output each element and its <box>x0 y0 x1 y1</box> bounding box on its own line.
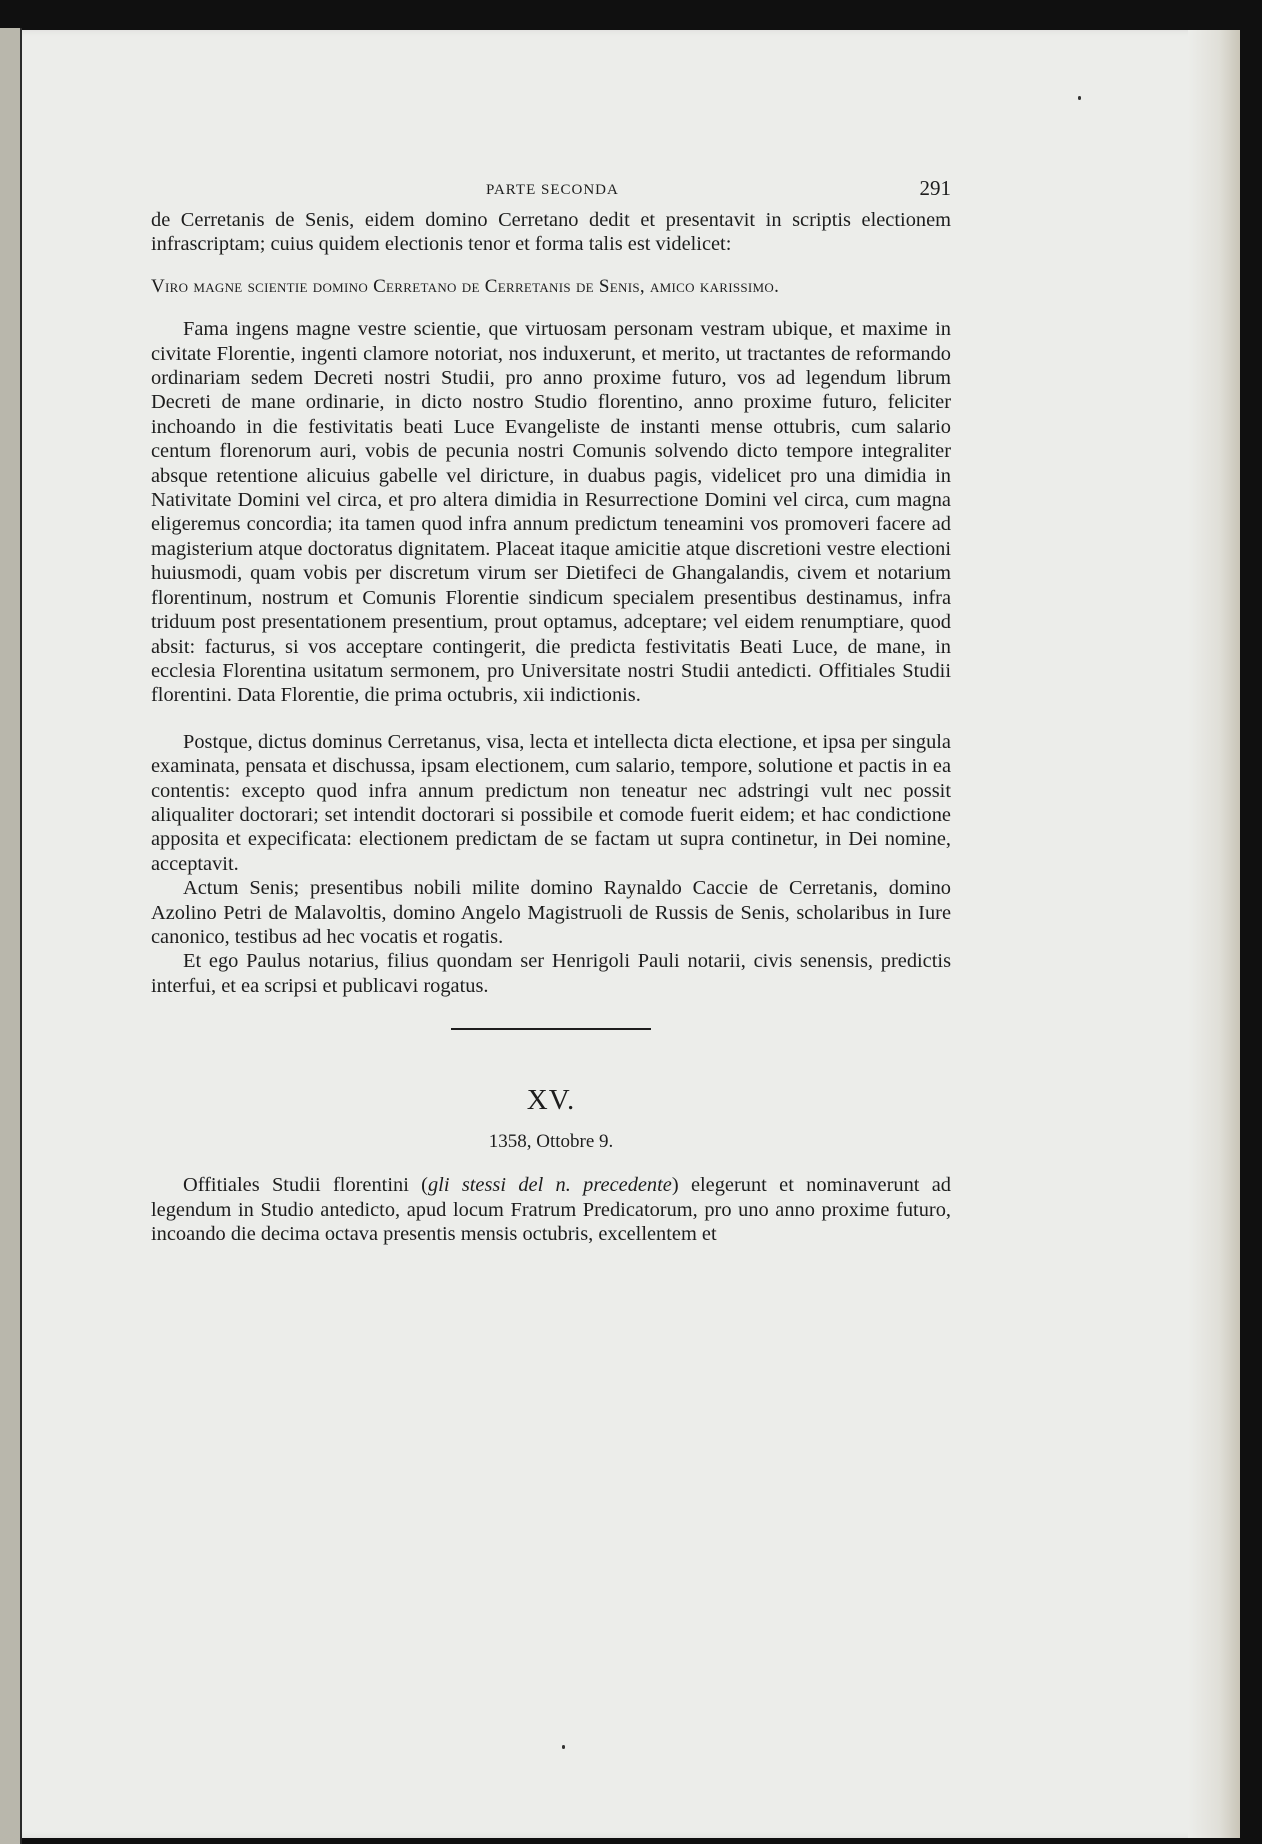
paper-speck <box>1078 96 1081 100</box>
editorial-note: gli stessi del n. precedente <box>427 1174 672 1197</box>
paragraph-gap <box>151 708 951 730</box>
paragraph-new-document <box>151 1173 951 1246</box>
paragraph-opening: de Cerretanis de Senis, eidem domino Cerretano dedit et presentavit in scriptis electionem infrascriptam; cuius quidem electionis tenor et forma talis est videlicet: <box>151 209 951 256</box>
book-page <box>22 30 1240 1838</box>
running-head <box>151 176 951 208</box>
paper-speck <box>562 1745 565 1749</box>
section-date: 1358, Ottobre 9. <box>488 1131 614 1153</box>
page-edge-shadow <box>1188 30 1240 1838</box>
section-divider-rule <box>451 1028 651 1030</box>
paragraph-election-letter: Fama ingens magne vestre scientie, que virtuosam personam vestram ubique, et maxime in civitate Florentie, ingenti clamore notoriat, nos induxerunt, et merito, ut tractantes de reformando ordinariam sedem Decreti nostri Studii, pro anno proxime futuro, vos ad legendum librum Decreti de mane ordinarie, in dicto nostro Studio florentino, anno proxime futuro, feliciter inchoando in die festivitatis beati Luce Evangeliste de instanti mense ottubris, cum salario centum florenorum auri, vobis de pecunia nostri Comunis solvendo dicto tempore integraliter absque retentione alicuius gabelle vel diricture, in duabus pagis, videlicet pro una dimidia in Nativitate Domini vel circa, et pro altera dimidia in Resurrectione Domini vel circa, cum magna eligeremus concordia; ita tamen quod infra annum predictum teneamini vos promoveri facere ad magisterium atque doctoratus dignitatem. Placeat itaque amicitie atque discretioni vestre electioni huiusmodi, quam vobis per discretum virum ser Dietifeci de Ghangalandis, civem et notarium florentinum, nostrum et Comunis Florentie sindicum specialem presentibus destinamus, infra triduum post presentationem presentium, prout optamus, adceptare; vel eidem renumptiare, quod absit: facturus, si vos acceptare contingerit, die predicta festivitatis Beati Luce, de mane, in ecclesia Florentina usitatum sermonem, pro Universitate nostri Studii antedicti. Offitiales Studii florentini. Data Florentie, die prima octubris, xii indictionis. <box>151 318 951 707</box>
section-number: XV. <box>526 1084 576 1117</box>
paragraph-lead: Offitiales Studii florentini ( <box>183 1174 428 1197</box>
paragraph-notary: Et ego Paulus notarius, filius quondam ser Henrigoli Pauli notarii, civis senensis, predictis interfui, et ea scripsi et publicavi rogatus. <box>151 950 951 997</box>
facing-page-edge <box>0 28 22 1844</box>
paragraph-witnesses: Actum Senis; presentibus nobili milite domino Raynaldo Caccie de Cerretanis, domino Azolino Petri de Malavoltis, domino Angelo Magistruoli de Russis de Senis, scholaribus in Iure canonico, testibus ad hec vocatis et rogatis. <box>151 877 951 948</box>
address-line: Viro magne scientie domino Cerretano de Cerretanis de Senis, amico karissimo. <box>151 275 780 297</box>
page-number: 291 <box>919 176 951 200</box>
paragraph-rest: ) elegerunt et nominaverunt ad legendum in Studio antedicto, apud locum Fratrum Predicatorum, pro uno anno proxime futuro, incoando die decima octava presentis mensis octubris, excellentem et <box>151 1174 951 1245</box>
text-block <box>151 176 951 1246</box>
running-title: PARTE SECONDA <box>486 182 619 198</box>
paragraph-acceptance: Postque, dictus dominus Cerretanus, visa, lecta et intellecta dicta electione, et ipsa per singula examinata, pensata et dischussa, ipsam electionem, cum salario, tempore, solutione et pactis in ea contentis: excepto quod infra annum predictum non teneatur nec adstringi vult nec possit aliqualiter doctorari; set intendit doctorari si possibile et comode fuerit eidem; et hac condictione apposita et expecificata: electionem predictam de se factam ut supra continetur, in Dei nomine, acceptavit. <box>151 730 951 875</box>
